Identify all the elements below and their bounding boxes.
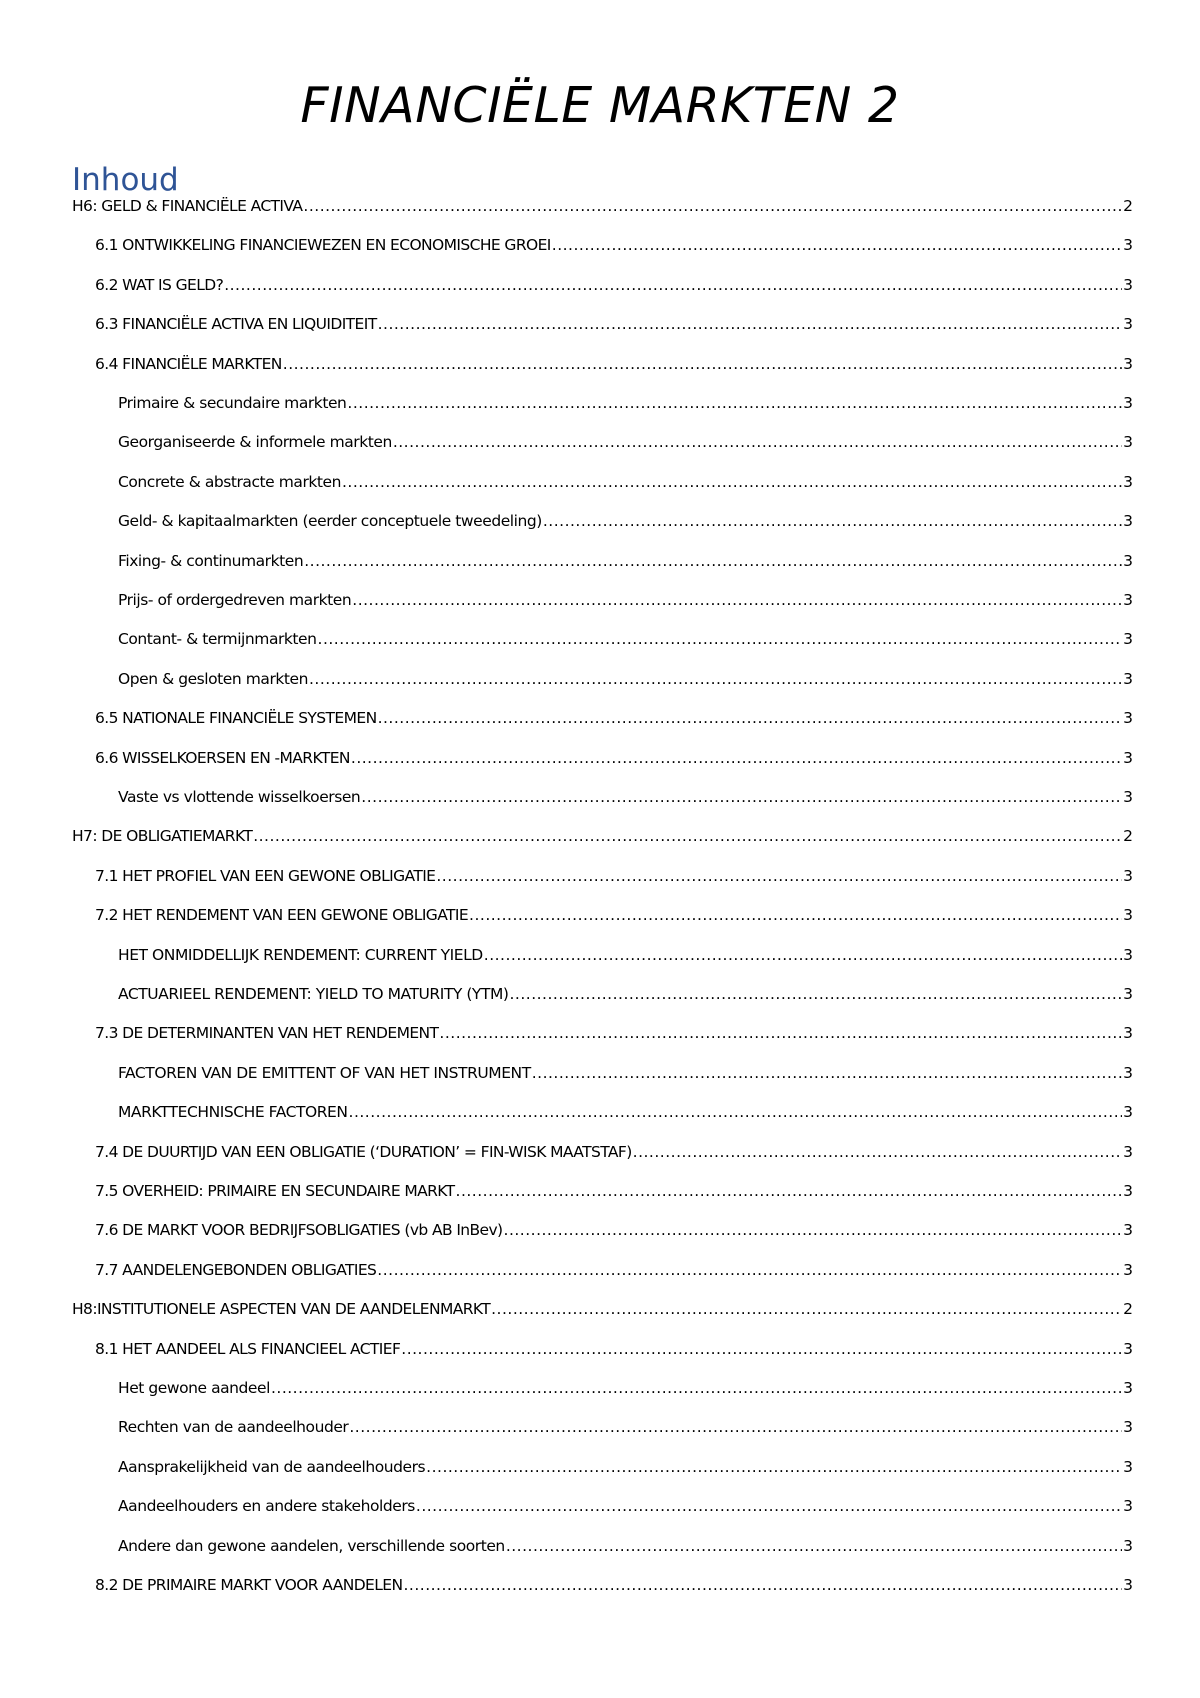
- toc-entry-title: Aansprakelijkheid van de aandeelhouders: [118, 1458, 426, 1476]
- toc-dot-leader: [349, 1415, 1122, 1439]
- toc-entry[interactable]: [95, 1218, 1133, 1242]
- toc-entry-title: 6.4 FINANCIËLE MARKTEN: [95, 355, 282, 373]
- toc-page-number: 3: [1123, 1340, 1133, 1358]
- toc-entry-title: 6.2 WAT IS GELD?: [95, 276, 224, 294]
- toc-dot-leader: [416, 1494, 1122, 1518]
- toc-dot-leader: [543, 509, 1122, 533]
- toc-dot-leader: [436, 864, 1122, 888]
- toc-page-number: 2: [1123, 197, 1133, 215]
- toc-page-number: 3: [1123, 1143, 1133, 1161]
- toc-entry-title: MARKTTECHNISCHE FACTOREN: [118, 1103, 348, 1121]
- toc-entry-title: Contant- & termijnmarkten: [118, 630, 317, 648]
- toc-page-number: 3: [1123, 355, 1133, 373]
- toc-dot-leader: [283, 352, 1122, 376]
- toc-entry[interactable]: [118, 549, 1133, 573]
- toc-page-number: 3: [1123, 906, 1133, 924]
- toc-dot-leader: [303, 194, 1122, 218]
- toc-heading: Inhoud: [72, 162, 179, 198]
- toc-page-number: 3: [1123, 1458, 1133, 1476]
- toc-page-number: 3: [1123, 788, 1133, 806]
- toc-page-number: 3: [1123, 1537, 1133, 1555]
- toc-entry-title: Prijs- of ordergedreven markten: [118, 591, 352, 609]
- toc-page-number: 3: [1123, 591, 1133, 609]
- toc-page-number: 3: [1123, 749, 1133, 767]
- toc-entry-title: 6.3 FINANCIËLE ACTIVA EN LIQUIDITEIT: [95, 315, 377, 333]
- toc-entry-title: Andere dan gewone aandelen, verschillende soorten: [118, 1537, 505, 1555]
- toc-dot-leader: [439, 1021, 1122, 1045]
- toc-entry-title: 7.2 HET RENDEMENT VAN EEN GEWONE OBLIGATIE: [95, 906, 469, 924]
- toc-page-number: 3: [1123, 473, 1133, 491]
- toc-page-number: 3: [1123, 1379, 1133, 1397]
- toc-entry[interactable]: [118, 1455, 1133, 1479]
- toc-page-number: 3: [1123, 1497, 1133, 1515]
- toc-page-number: 3: [1123, 1182, 1133, 1200]
- toc-entry[interactable]: [118, 430, 1133, 454]
- document-title: FINANCIËLE MARKTEN 2: [300, 77, 900, 134]
- toc-entry-title: H6: GELD & FINANCIËLE ACTIVA: [72, 197, 303, 215]
- toc-entry[interactable]: [72, 1297, 1133, 1321]
- toc-entry[interactable]: [95, 273, 1133, 297]
- toc-page-number: 3: [1123, 1418, 1133, 1436]
- toc-page-number: 3: [1123, 315, 1133, 333]
- toc-dot-leader: [309, 667, 1122, 691]
- toc-page-number: 2: [1123, 1300, 1133, 1318]
- toc-page-number: 3: [1123, 670, 1133, 688]
- toc-entry[interactable]: [72, 824, 1133, 848]
- toc-page-number: 3: [1123, 236, 1133, 254]
- toc-entry[interactable]: [118, 785, 1133, 809]
- toc-dot-leader: [401, 1337, 1122, 1361]
- toc-entry[interactable]: [95, 1021, 1133, 1045]
- toc-page-number: 3: [1123, 867, 1133, 885]
- toc-entry-title: Concrete & abstracte markten: [118, 473, 341, 491]
- toc-entry[interactable]: [118, 1376, 1133, 1400]
- toc-dot-leader: [484, 943, 1122, 967]
- toc-entry[interactable]: [95, 312, 1133, 336]
- toc-page-number: 3: [1123, 1576, 1133, 1594]
- toc-entry-title: HET ONMIDDELLIJK RENDEMENT: CURRENT YIELD: [118, 946, 483, 964]
- toc-entry[interactable]: [118, 509, 1133, 533]
- toc-page-number: 2: [1123, 827, 1133, 845]
- toc-entry[interactable]: [95, 352, 1133, 376]
- toc-entry-title: Open & gesloten markten: [118, 670, 308, 688]
- toc-entry[interactable]: [118, 1534, 1133, 1558]
- toc-entry-title: 7.5 OVERHEID: PRIMAIRE EN SECUNDAIRE MARKT: [95, 1182, 455, 1200]
- toc-dot-leader: [224, 273, 1122, 297]
- toc-entry-title: 8.2 DE PRIMAIRE MARKT VOOR AANDELEN: [95, 1576, 403, 1594]
- toc-entry-title: 7.7 AANDELENGEBONDEN OBLIGATIES: [95, 1261, 377, 1279]
- toc-entry[interactable]: [118, 943, 1133, 967]
- toc-entry-title: ACTUARIEEL RENDEMENT: YIELD TO MATURITY (YTM): [118, 985, 509, 1003]
- toc-dot-leader: [552, 233, 1122, 257]
- toc-entry[interactable]: [118, 1061, 1133, 1085]
- toc-dot-leader: [378, 706, 1123, 730]
- toc-entry[interactable]: [95, 1140, 1133, 1164]
- toc-entry-title: Primaire & secundaire markten: [118, 394, 347, 412]
- toc-entry[interactable]: [118, 982, 1133, 1006]
- toc-dot-leader: [349, 1100, 1123, 1124]
- toc-entry[interactable]: [118, 1100, 1133, 1124]
- toc-dot-leader: [342, 470, 1122, 494]
- toc-page-number: 3: [1123, 1221, 1133, 1239]
- toc-entry[interactable]: [118, 588, 1133, 612]
- toc-page-number: 3: [1123, 394, 1133, 412]
- toc-dot-leader: [532, 1061, 1122, 1085]
- toc-dot-leader: [393, 430, 1122, 454]
- toc-dot-leader: [510, 982, 1123, 1006]
- toc-entry[interactable]: [118, 391, 1133, 415]
- toc-entry-title: 6.5 NATIONALE FINANCIËLE SYSTEMEN: [95, 709, 377, 727]
- toc-dot-leader: [426, 1455, 1122, 1479]
- toc-entry-title: H7: DE OBLIGATIEMARKT: [72, 827, 253, 845]
- toc-page-number: 3: [1123, 1024, 1133, 1042]
- toc-entry-title: Het gewone aandeel: [118, 1379, 270, 1397]
- toc-entry[interactable]: [118, 470, 1133, 494]
- toc-entry[interactable]: [95, 706, 1133, 730]
- toc-dot-leader: [253, 824, 1122, 848]
- toc-page-number: 3: [1123, 433, 1133, 451]
- toc-entry[interactable]: [72, 194, 1133, 218]
- toc-entry-title: Aandeelhouders en andere stakeholders: [118, 1497, 415, 1515]
- toc-entry[interactable]: [95, 1573, 1133, 1597]
- toc-entry-title: Vaste vs vlottende wisselkoersen: [118, 788, 361, 806]
- toc-entry[interactable]: [95, 903, 1133, 927]
- toc-entry-title: H8:INSTITUTIONELE ASPECTEN VAN DE AANDELENMARKT: [72, 1300, 491, 1318]
- toc-page-number: 3: [1123, 1064, 1133, 1082]
- toc-dot-leader: [377, 1258, 1122, 1282]
- toc-page-number: 3: [1123, 552, 1133, 570]
- toc-dot-leader: [304, 549, 1122, 573]
- toc-dot-leader: [361, 785, 1122, 809]
- toc-entry[interactable]: [118, 667, 1133, 691]
- toc-page-number: 3: [1123, 709, 1133, 727]
- toc-entry[interactable]: [118, 1415, 1133, 1439]
- toc-entry[interactable]: [95, 746, 1133, 770]
- toc-page-number: 3: [1123, 946, 1133, 964]
- toc-entry-title: 6.1 ONTWIKKELING FINANCIEWEZEN EN ECONOMISCHE GROEI: [95, 236, 551, 254]
- toc-dot-leader: [351, 746, 1122, 770]
- toc-entry-title: Fixing- & continumarkten: [118, 552, 304, 570]
- toc-entry[interactable]: [118, 627, 1133, 651]
- toc-entry-title: 8.1 HET AANDEEL ALS FINANCIEEL ACTIEF: [95, 1340, 401, 1358]
- toc-dot-leader: [633, 1140, 1122, 1164]
- toc-dot-leader: [504, 1218, 1123, 1242]
- toc-entry-title: FACTOREN VAN DE EMITTENT OF VAN HET INSTRUMENT: [118, 1064, 531, 1082]
- toc-page-number: 3: [1123, 512, 1133, 530]
- toc-page-number: 3: [1123, 276, 1133, 294]
- toc-dot-leader: [352, 588, 1122, 612]
- toc-dot-leader: [456, 1179, 1123, 1203]
- toc-entry-title: 6.6 WISSELKOERSEN EN -MARKTEN: [95, 749, 350, 767]
- toc-dot-leader: [318, 627, 1123, 651]
- toc-entry-title: 7.3 DE DETERMINANTEN VAN HET RENDEMENT: [95, 1024, 439, 1042]
- toc-entry[interactable]: [95, 233, 1133, 257]
- toc-entry-title: Rechten van de aandeelhouder: [118, 1418, 349, 1436]
- toc-entry[interactable]: [95, 1179, 1133, 1203]
- toc-page-number: 3: [1123, 630, 1133, 648]
- toc-page-number: 3: [1123, 985, 1133, 1003]
- toc-entry[interactable]: [95, 1337, 1133, 1361]
- toc-entry[interactable]: [118, 1494, 1133, 1518]
- toc-entry-title: Georganiseerde & informele markten: [118, 433, 392, 451]
- toc-dot-leader: [506, 1534, 1122, 1558]
- toc-dot-leader: [347, 391, 1122, 415]
- toc-dot-leader: [491, 1297, 1122, 1321]
- toc-entry[interactable]: [95, 864, 1133, 888]
- toc-dot-leader: [271, 1376, 1122, 1400]
- toc-page-number: 3: [1123, 1261, 1133, 1279]
- toc-page-number: 3: [1123, 1103, 1133, 1121]
- toc-entry[interactable]: [95, 1258, 1133, 1282]
- toc-entry-title: 7.4 DE DUURTIJD VAN EEN OBLIGATIE (‘DURATION’ = FIN-WISK MAATSTAF): [95, 1143, 632, 1161]
- toc-entry-title: Geld- & kapitaalmarkten (eerder conceptuele tweedeling): [118, 512, 542, 530]
- toc-entry-title: 7.1 HET PROFIEL VAN EEN GEWONE OBLIGATIE: [95, 867, 436, 885]
- toc-entry-title: 7.6 DE MARKT VOOR BEDRIJFSOBLIGATIES (vb AB InBev): [95, 1221, 503, 1239]
- toc-dot-leader: [469, 903, 1122, 927]
- toc-dot-leader: [378, 312, 1123, 336]
- toc-dot-leader: [403, 1573, 1122, 1597]
